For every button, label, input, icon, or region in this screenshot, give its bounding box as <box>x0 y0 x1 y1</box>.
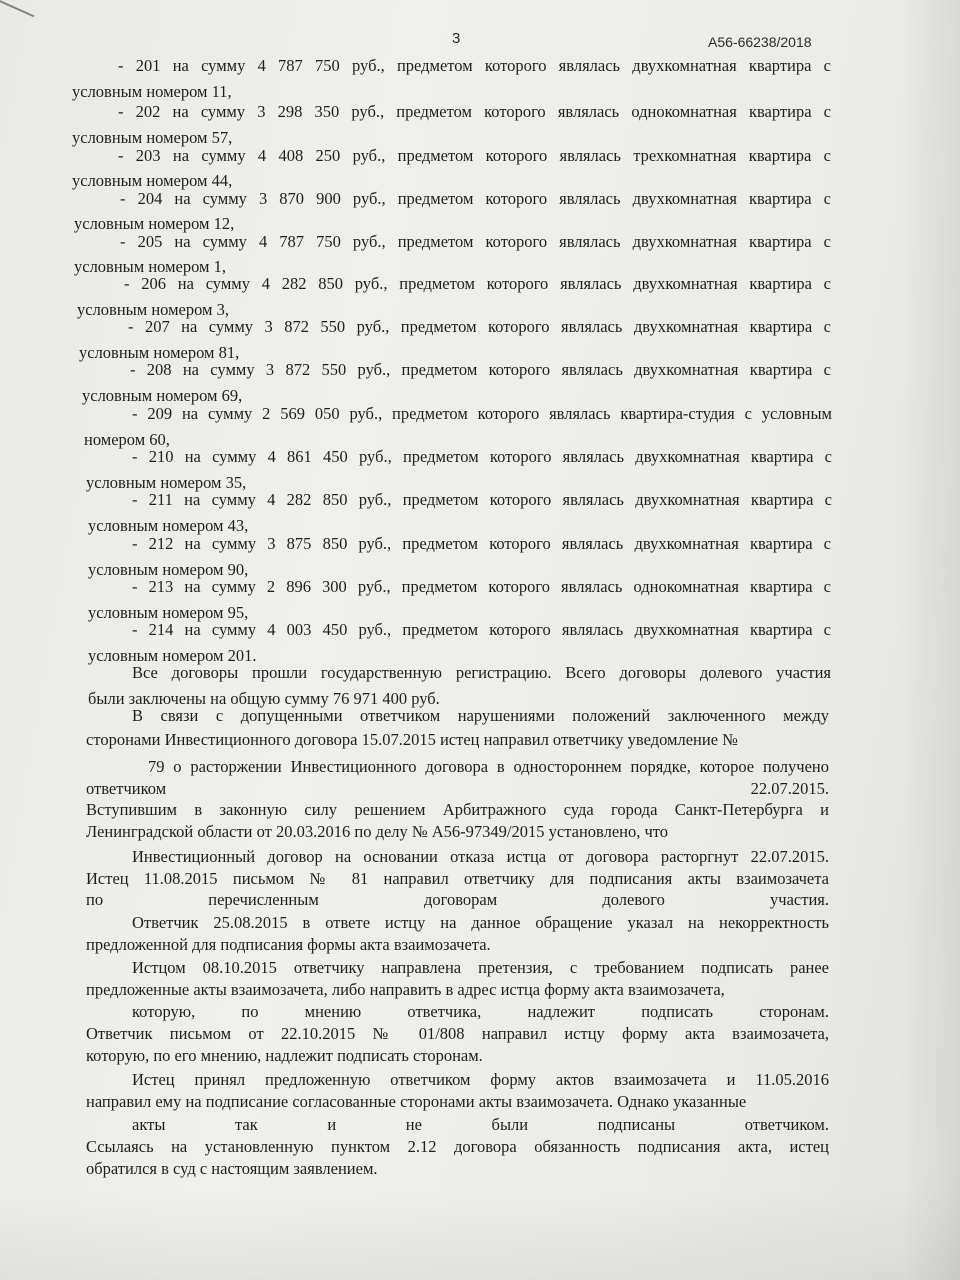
text-line: - 205 на сумму 4 787 750 руб., предметом которого являлась двухкомнатная квартира с <box>120 232 831 251</box>
text-line: предложенные акты взаимозачета, либо направить в адрес истца форму акта взаимозачета, <box>86 980 725 999</box>
text-line: - 201 на сумму 4 787 750 руб., предметом которого являлась двухкомнатная квартира с <box>118 56 831 75</box>
text-line: обратился в суд с настоящим заявлением. <box>86 1159 378 1178</box>
text-line: условным номером 43, <box>88 516 249 535</box>
text-line: условным номером 95, <box>88 603 249 622</box>
text-line: условным номером 57, <box>72 128 233 147</box>
text-line: Ответчик письмом от 22.10.2015 № 01/808 направил истцу форму акта взаимозачета, <box>86 1024 829 1043</box>
text-line: условным номером 3, <box>77 300 229 319</box>
page-number: 3 <box>452 30 461 47</box>
text-line: - 213 на сумму 2 896 300 руб., предметом которого являлась однокомнатная квартира с <box>132 577 831 596</box>
text-line: - 206 на сумму 4 282 850 руб., предметом которого являлась двухкомнатная квартира с <box>124 274 831 293</box>
text-line: которую, по его мнению, надлежит подписать сторонам. <box>86 1046 483 1065</box>
pen-mark <box>0 0 34 17</box>
text-line: по перечисленным договорам долевого участия. <box>86 890 829 909</box>
text-line: которую, по мнению ответчика, надлежит подписать сторонам. <box>132 1002 829 1021</box>
text-line: условным номером 69, <box>82 386 243 405</box>
text-line: условным номером 81, <box>79 343 240 362</box>
text-line: ответчиком 22.07.2015. <box>86 779 829 798</box>
text-line: - 209 на сумму 2 569 050 руб., предметом которого являлась квартира-студия с условным <box>132 404 832 423</box>
text-line: 79 о расторжении Инвестиционного договора в одностороннем порядке, которое получено <box>148 757 829 776</box>
text-line: Ленинградской области от 20.03.2016 по делу № А56-97349/2015 установлено, что <box>86 822 669 841</box>
text-line: Истец 11.08.2015 письмом № 81 направил ответчику для подписания акты взаимозачета <box>86 869 829 888</box>
text-line: сторонами Инвестиционного договора 15.07.2015 истец направил ответчику уведомление № <box>86 730 738 749</box>
text-line: акты так и не были подписаны ответчиком. <box>132 1115 829 1134</box>
text-line: Ссылаясь на установленную пунктом 2.12 договора обязанность подписания акта, истец <box>86 1137 829 1156</box>
text-line: - 203 на сумму 4 408 250 руб., предметом которого являлась трехкомнатная квартира с <box>118 146 831 165</box>
text-line: - 214 на сумму 4 003 450 руб., предметом которого являлась двухкомнатная квартира с <box>132 620 831 639</box>
text-line: Вступившим в законную силу решением Арбитражного суда города Санкт-Петербурга и <box>86 800 829 819</box>
page-shadow <box>900 0 960 1280</box>
text-line: были заключены на общую сумму 76 971 400 руб. <box>88 689 440 708</box>
text-line: направил ему на подписание согласованные сторонами акты взаимозачета. Однако указанные <box>86 1092 747 1111</box>
text-line: Истцом 08.10.2015 ответчику направлена претензия, с требованием подписать ранее <box>132 958 829 977</box>
text-line: - 202 на сумму 3 298 350 руб., предметом которого являлась однокомнатная квартира с <box>118 102 831 121</box>
text-line: В связи с допущенными ответчиком нарушениями положений заключенного между <box>132 706 829 725</box>
text-line: Инвестиционный договор на основании отказа истца от договора расторгнут 22.07.2015. <box>132 847 829 866</box>
text-line: предложенной для подписания формы акта взаимозачета. <box>86 935 491 954</box>
page-shadow <box>0 1190 960 1280</box>
text-line: Ответчик 25.08.2015 в ответе истцу на данное обращение указал на некорректность <box>132 913 829 932</box>
case-number: А56-66238/2018 <box>708 34 812 50</box>
text-line: условным номером 35, <box>86 473 247 492</box>
text-line: - 210 на сумму 4 861 450 руб., предметом которого являлась двухкомнатная квартира с <box>132 447 832 466</box>
text-line: условным номером 201. <box>88 646 257 665</box>
text-line: условным номером 12, <box>74 214 235 233</box>
text-line: условным номером 90, <box>88 560 249 579</box>
text-line: Истец принял предложенную ответчиком форму актов взаимозачета и 11.05.2016 <box>132 1070 829 1089</box>
text-line: - 204 на сумму 3 870 900 руб., предметом которого являлась двухкомнатная квартира с <box>120 189 831 208</box>
text-line: Все договоры прошли государственную регистрацию. Всего договоры долевого участия <box>132 663 831 682</box>
text-line: номером 60, <box>84 430 170 449</box>
text-line: условным номером 44, <box>72 171 233 190</box>
text-line: условным номером 1, <box>74 257 226 276</box>
text-line: - 212 на сумму 3 875 850 руб., предметом которого являлась двухкомнатная квартира с <box>132 534 831 553</box>
text-line: - 207 на сумму 3 872 550 руб., предметом которого являлась двухкомнатная квартира с <box>128 317 831 336</box>
text-line: условным номером 11, <box>72 82 232 101</box>
text-line: - 208 на сумму 3 872 550 руб., предметом которого являлась двухкомнатная квартира с <box>130 360 831 379</box>
text-line: - 211 на сумму 4 282 850 руб., предметом которого являлась двухкомнатная квартира с <box>132 490 832 509</box>
